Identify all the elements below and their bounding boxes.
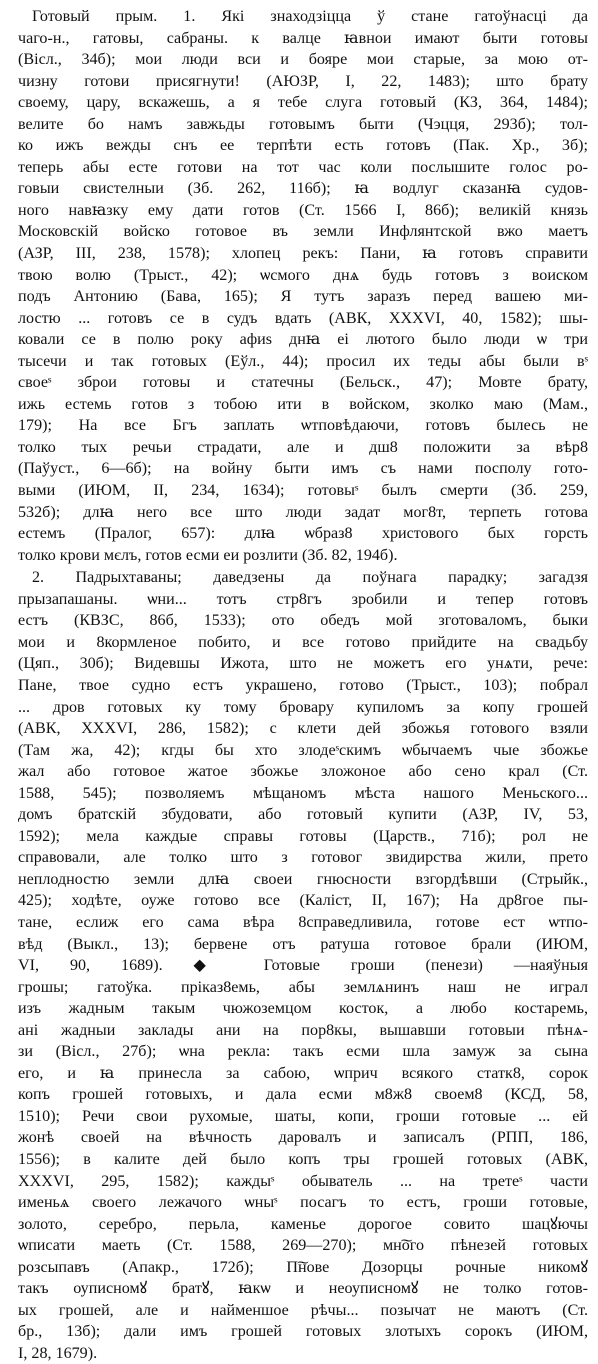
text-line: 425); ходѣте, оуже готово все (Калiст, II, 167); На др8гое пы- [18, 892, 588, 910]
text-line: (АЗР, III, 238, 1578); хлопец рекъ: Пани, ꙗ готовъ справити [18, 245, 588, 263]
text-line: тане, еслиж его сама вѣра 8справедливила, готове ест ѡтпо- [18, 913, 588, 931]
text-line: чаго-н., гатовы, сабраны. к валце ꙗвнои имают быти готовы [18, 29, 588, 47]
text-line: ковали се в полю року афиѕ днꙗ еі лютого было люди ѡ три [18, 331, 588, 349]
text-line: (Там жа, 42); кгды бы хто злодеˢскимъ ѡбычаемъ чые збожье [18, 741, 588, 759]
text-line: 1556); в калите дей было копъ тры грошей готовых (АВК, [18, 1150, 588, 1168]
text-line: ижь естемь готов з тобою ити в войском, зколко маю (Мам., [18, 395, 588, 413]
text-line: (Цяп., 30б); Видевшы Ижота, што не можетъ его унѧти, рече: [18, 655, 588, 673]
text-line: такъ оуписномꙋ братꙋ, ꙗкѡ и неоуписномꙋ не толко готов- [18, 1280, 588, 1298]
text-line: Готовый прым. 1. Які знаходзіцца ў стане гатоўнасці да [32, 8, 588, 25]
text-line: ного навꙗзку ему дати готов (Ст. 1566 I, 86б); великій князь [18, 201, 588, 219]
sense-1-paragraph [18, 6, 588, 566]
text-line: бр., 13б); дали имъ грошей готовых злотыхъ сорокъ (ИЮМ, [18, 1323, 588, 1341]
text-line: теперь абы есте готови на тот час коли послышите голос ро- [18, 158, 588, 176]
text-line: толко крови мєлъ, готов есми еи розлити (Зб. 82, 194б). [18, 546, 398, 564]
text-line: подъ Антонию (Бава, 165); Я тутъ заразъ перед вашею ми- [18, 288, 588, 306]
text-line: копъ грошей готовыхъ, и дала есми м8ж8 своем8 (КСД, 58, [18, 1086, 588, 1104]
text-line: именьѧ своего лежачого ѡныˢ посагъ то естъ, гроши готовые, [18, 1194, 588, 1212]
text-line: ѡписати маеть (Ст. 1588, 269—270); мн͠ого пѣнезей готовых [18, 1237, 588, 1255]
text-line: (Паўуст., 6—6б); на войну быти имъ съ нами посполу гото- [18, 460, 588, 478]
text-line: говыи свистелныи (Зб. 262, 116б); ꙗ водлуг сказанꙗ судов- [18, 180, 588, 198]
text-line: тысечи и так готовых (Еўл., 44); просил их теды абы были вˢ [18, 352, 588, 370]
text-line: справовали, але толко што з готовог звидирства жили, прето [18, 849, 588, 867]
text-line: жал або готовое жатое збожье зложоное або сено крал (Ст. [18, 763, 588, 781]
text-line: золото, серебро, перьла, каменье дорогое совито шацꙋючы [18, 1215, 588, 1233]
text-line: (АВК, XXXVI, 286, 1582); с клети дей збожья готового взяли [18, 720, 588, 738]
text-line: домъ братскій збудовати, або готовый купити (АЗР, IV, 53, [18, 806, 588, 824]
text-line: его, и ꙗ принесла за сабою, ѡприч всякого статк8, сорок [18, 1064, 588, 1082]
text-line: естемъ (Пралог, 657): длꙗ ѡбраз8 христового быx горсть [18, 525, 588, 543]
text-line: 532б); длꙗ него все што люди задат мог8т, терпеть готова [18, 503, 588, 521]
text-line: VI, 90, 1689). ◆ Готовые гроши (пенези) —наяўныя [18, 957, 588, 975]
text-line: ых грошей, але и найменшое рѣчы... позычат не маютъ (Ст. [18, 1301, 588, 1319]
text-line: толко тых речьи страдати, але и дш8 положити за вѣр8 [18, 438, 588, 456]
text-line: розсыпавъ (Апакр., 172б); П͠нове Дозорцы рочные никомꙋ [18, 1258, 588, 1276]
text-line: вѣд (Выкл., 13); бервене отъ ратуша готовое брали (ИЮМ, [18, 935, 588, 953]
text-line: Московскій войско готовое въ земли Инфлянтской вжо маетъ [18, 223, 588, 241]
text-line: твою волю (Трыст., 42); ѡсмого днѧ будь готовъ з воиском [18, 266, 588, 284]
text-line: лостю ... готовъ се в судъ вдать (АВК, XXXVI, 40, 1582); шы- [18, 309, 588, 327]
text-line: естъ (КВЗС, 86б, 1533); ото обедъ мой зготоваломъ, быки [18, 612, 588, 630]
text-line: 1510); Речи свои рухомые, шаты, копи, гроши готовые ... ей [18, 1107, 588, 1125]
text-line: Пане, твое судно естъ украшено, готово (Трыст., 103); побрал [18, 676, 588, 694]
text-line: I, 28, 1679). [18, 1344, 98, 1362]
text-line: мои и 8кормленое побито, и все готово прийдите на свадьбу [18, 633, 588, 651]
text-line: изъ жадным такым чюжоземцом косток, а любо костаремь, [18, 1000, 588, 1018]
text-line: ані жадныи заклады ани на пор8кы, вышавши готовыи пѣнѧ- [18, 1021, 588, 1039]
text-line: чизну готови присягнути! (АЮЗР, I, 22, 1483); што брату [18, 72, 588, 90]
text-line: зи (Вісл., 27б); ѡна рекла: такъ есми шла замуж за сына [18, 1043, 588, 1061]
text-line: XXXVI, 295, 1582); каждыˢ обыватель ... на третеˢ части [18, 1172, 588, 1190]
text-line: своему, цару, вскажешь, а я тебе слуга готовый (КЗ, 364, 1484); [18, 94, 588, 112]
text-line: прызапашаны. ѡни... тотъ стр8гъ зробили и тепер готовъ [18, 590, 588, 608]
text-line: 1592); мела каждые справы готовы (Царств., 71б); рол не [18, 827, 588, 845]
text-line: выми (ИЮМ, II, 234, 1634); готовыˢ былъ смерти (Зб. 259, [18, 482, 588, 500]
text-line: своеˢ зброи готовы и статечны (Бельск., 47); Мовте брату, [18, 374, 588, 392]
text-line: 2. Падрыхтаваны; даведзены да поўнага парадку; загадзя [32, 569, 588, 587]
text-line: грошы; гатоўка. прiказ8емь, абы землѧнинъ наш не играл [18, 978, 588, 996]
text-line: ко ижъ вежды снъ ее терпѣти есть готовъ (Пак. Хр., 3б); [18, 137, 588, 155]
sense-2-paragraph [18, 567, 588, 1364]
dictionary-entry-gotovyi [18, 6, 588, 1364]
text-line: (Вісл., 34б); мои люди вси и бояре мои старые, за мою от- [18, 51, 588, 69]
text-line: жонѣ своей на вѣчность даровалъ и записалъ (РПП, 186, [18, 1129, 588, 1147]
text-line: 179); На все Бгъ заплать ѡтповѣдаючи, готовъ былесь не [18, 417, 588, 435]
text-line: 1588, 545); позволяемъ мѣщаномъ мѣста нашого Меньского... [18, 784, 588, 802]
text-line: ... дров готовых ку тому бровару купиломъ за копу грошей [18, 698, 588, 716]
text-line: велите бо намъ завжьды готовымъ быти (Чэцця, 293б); тол- [18, 115, 588, 133]
text-line: неплодностю земли длꙗ своеи гнюсности взгордѣвши (Стрыйк., [18, 870, 588, 888]
